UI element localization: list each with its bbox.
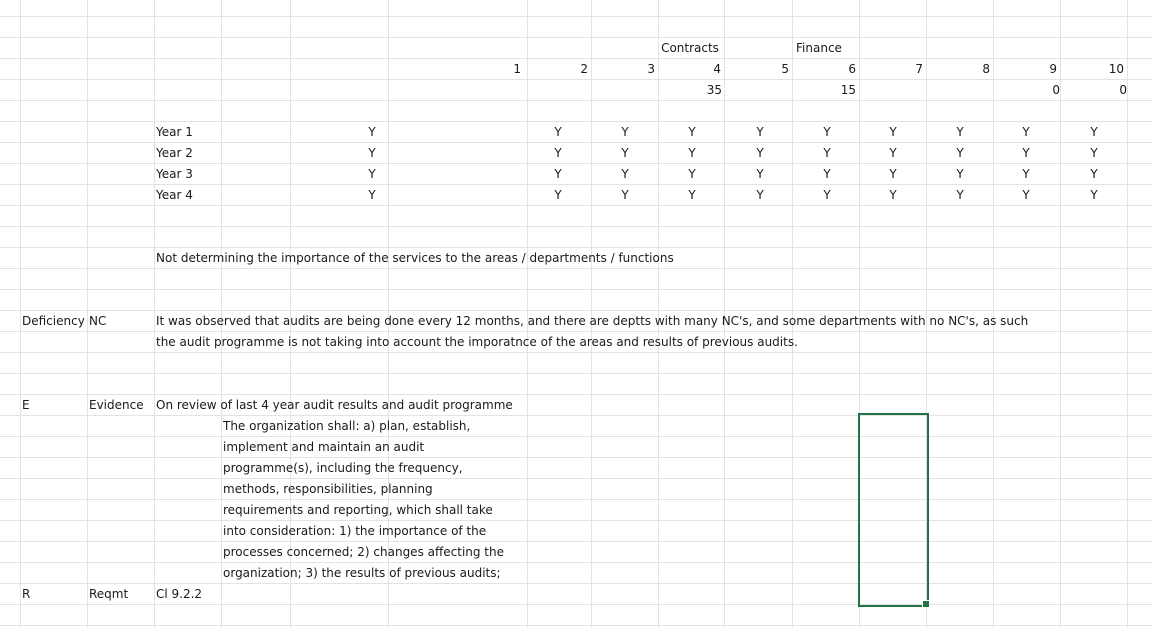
fill-handle[interactable]: [922, 600, 930, 608]
y-value-year3-col2[interactable]: Y: [554, 167, 562, 181]
y-value-year4-col9[interactable]: Y: [1022, 188, 1030, 202]
column-gridline: [1127, 0, 1128, 628]
y-value-year3-col4[interactable]: Y: [688, 167, 696, 181]
column-number-1[interactable]: 1: [513, 62, 521, 76]
y-value-year3-col9[interactable]: Y: [1022, 167, 1030, 181]
requirement-line: The organization shall: a) plan, establish,: [223, 419, 471, 433]
y-value-year2-col7[interactable]: Y: [889, 146, 897, 160]
requirement-text-cell[interactable]: [223, 416, 513, 584]
year-label-3[interactable]: Year 3: [156, 167, 193, 181]
evidence-text[interactable]: On review of last 4 year audit results and audit programme: [156, 398, 513, 412]
column-number-5[interactable]: 5: [781, 62, 789, 76]
y-value-year1-col3[interactable]: Y: [621, 125, 629, 139]
y-value-year3-col1[interactable]: Y: [368, 167, 376, 181]
year-label-1[interactable]: Year 1: [156, 125, 193, 139]
y-value-year3-col3[interactable]: Y: [621, 167, 629, 181]
row-gridline: [0, 562, 1152, 563]
row-gridline: [0, 373, 1152, 374]
y-value-year2-col9[interactable]: Y: [1022, 146, 1030, 160]
deficiency-label[interactable]: Deficiency: [22, 314, 85, 328]
requirement-line: organization; 3) the results of previous audits;: [223, 566, 501, 580]
y-value-year1-col6[interactable]: Y: [823, 125, 831, 139]
column-number-10[interactable]: 10: [1108, 62, 1124, 76]
y-value-year3-col8[interactable]: Y: [956, 167, 964, 181]
column-number-3[interactable]: 3: [647, 62, 655, 76]
column-number-4[interactable]: 4: [713, 62, 721, 76]
y-value-year2-col8[interactable]: Y: [956, 146, 964, 160]
deficiency-text-line-1[interactable]: It was observed that audits are being done every 12 months, and there are deptts with many NC's, and some departments with no NC's, as such: [156, 314, 1029, 328]
column-number-9[interactable]: 9: [1049, 62, 1057, 76]
row-gridline: [0, 226, 1152, 227]
score-col-6[interactable]: 15: [840, 83, 856, 97]
column-number-6[interactable]: 6: [848, 62, 856, 76]
y-value-year2-col6[interactable]: Y: [823, 146, 831, 160]
row-gridline: [0, 478, 1152, 479]
y-value-year3-col5[interactable]: Y: [756, 167, 764, 181]
finding-title[interactable]: Not determining the importance of the services to the areas / departments / functions: [156, 251, 674, 265]
y-value-year3-col7[interactable]: Y: [889, 167, 897, 181]
row-gridline: [0, 520, 1152, 521]
year-label-4[interactable]: Year 4: [156, 188, 193, 202]
y-value-year1-col8[interactable]: Y: [956, 125, 964, 139]
nc-label[interactable]: NC: [89, 314, 107, 328]
row-gridline: [0, 100, 1152, 101]
row-gridline: [0, 289, 1152, 290]
row-gridline: [0, 499, 1152, 500]
y-value-year2-col10[interactable]: Y: [1090, 146, 1098, 160]
score-col-10[interactable]: 0: [1119, 83, 1127, 97]
evidence-code[interactable]: E: [22, 398, 30, 412]
deficiency-text-line-2[interactable]: the audit programme is not taking into account the imporatnce of the areas and results of previous audits.: [156, 335, 798, 349]
row-gridline: [0, 436, 1152, 437]
column-gridline: [1060, 0, 1061, 628]
requirement-line: into consideration: 1) the importance of the: [223, 524, 487, 538]
dept-label-finance[interactable]: Finance: [796, 41, 842, 55]
requirement-line: methods, responsibilities, planning: [223, 482, 433, 496]
requirement-code[interactable]: R: [22, 587, 31, 601]
y-value-year1-col7[interactable]: Y: [889, 125, 897, 139]
y-value-year4-col4[interactable]: Y: [688, 188, 696, 202]
row-gridline: [0, 16, 1152, 17]
column-number-2[interactable]: 2: [580, 62, 588, 76]
column-gridline: [87, 0, 88, 628]
row-gridline: [0, 37, 1152, 38]
y-value-year3-col10[interactable]: Y: [1090, 167, 1098, 181]
y-value-year1-col5[interactable]: Y: [756, 125, 764, 139]
y-value-year1-col10[interactable]: Y: [1090, 125, 1098, 139]
y-value-year4-col1[interactable]: Y: [368, 188, 376, 202]
requirement-line: programme(s), including the frequency,: [223, 461, 463, 475]
column-number-7[interactable]: 7: [915, 62, 923, 76]
y-value-year4-col7[interactable]: Y: [889, 188, 897, 202]
score-col-4[interactable]: 35: [706, 83, 722, 97]
y-value-year1-col2[interactable]: Y: [554, 125, 562, 139]
requirement-line: requirements and reporting, which shall take: [223, 503, 493, 517]
y-value-year1-col9[interactable]: Y: [1022, 125, 1030, 139]
selected-cell-range[interactable]: [858, 413, 929, 607]
y-value-year3-col6[interactable]: Y: [823, 167, 831, 181]
column-number-8[interactable]: 8: [982, 62, 990, 76]
y-value-year4-col3[interactable]: Y: [621, 188, 629, 202]
y-value-year2-col4[interactable]: Y: [688, 146, 696, 160]
y-value-year4-col8[interactable]: Y: [956, 188, 964, 202]
y-value-year1-col4[interactable]: Y: [688, 125, 696, 139]
y-value-year4-col6[interactable]: Y: [823, 188, 831, 202]
score-col-9[interactable]: 0: [1052, 83, 1060, 97]
requirement-line: processes concerned; 2) changes affecting the: [223, 545, 505, 559]
requirement-line: implement and maintain an audit: [223, 440, 425, 454]
dept-label-contracts[interactable]: Contracts: [661, 41, 719, 55]
column-gridline: [154, 0, 155, 628]
y-value-year2-col2[interactable]: Y: [554, 146, 562, 160]
y-value-year2-col3[interactable]: Y: [621, 146, 629, 160]
year-label-2[interactable]: Year 2: [156, 146, 193, 160]
clause-reference[interactable]: Cl 9.2.2: [156, 587, 203, 601]
y-value-year4-col10[interactable]: Y: [1090, 188, 1098, 202]
evidence-label[interactable]: Evidence: [89, 398, 144, 412]
y-value-year2-col5[interactable]: Y: [756, 146, 764, 160]
y-value-year4-col2[interactable]: Y: [554, 188, 562, 202]
row-gridline: [0, 625, 1152, 626]
row-gridline: [0, 541, 1152, 542]
y-value-year2-col1[interactable]: Y: [368, 146, 376, 160]
y-value-year1-col1[interactable]: Y: [368, 125, 376, 139]
y-value-year4-col5[interactable]: Y: [756, 188, 764, 202]
row-gridline: [0, 457, 1152, 458]
column-gridline: [20, 0, 21, 628]
requirement-label[interactable]: Reqmt: [89, 587, 129, 601]
